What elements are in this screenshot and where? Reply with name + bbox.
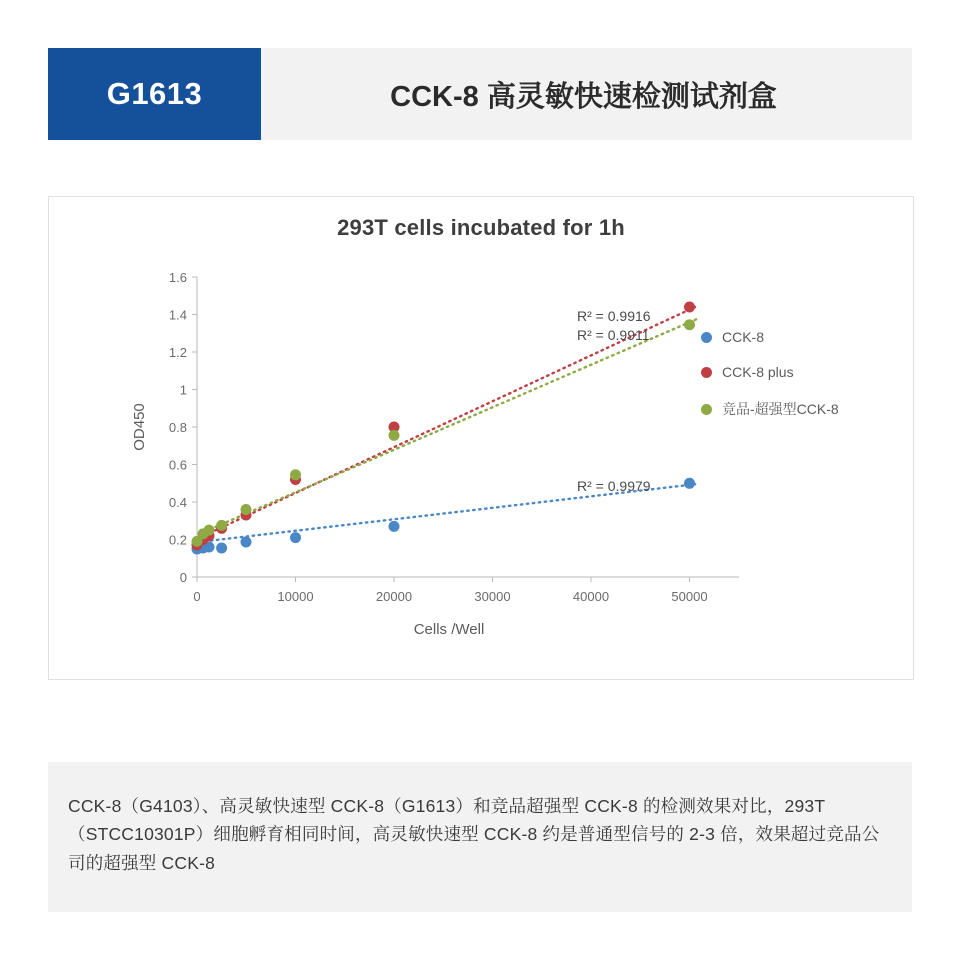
- svg-text:0.4: 0.4: [168, 495, 187, 510]
- page-title: CCK-8 高灵敏快速检测试剂盒: [390, 80, 777, 113]
- svg-text:0.8: 0.8: [168, 420, 187, 435]
- svg-text:20000: 20000: [375, 589, 413, 604]
- r2-annotation-cck8: R² = 0.9979: [577, 478, 651, 494]
- chart-title: 293T cells incubated for 1h: [337, 215, 625, 240]
- svg-text:50000: 50000: [671, 589, 708, 604]
- svg-text:0.2: 0.2: [168, 532, 187, 548]
- legend-label: CCK-8: [722, 329, 765, 345]
- chart-card: [48, 196, 914, 680]
- svg-text:40000: 40000: [572, 589, 610, 604]
- x-axis-ticks: [193, 577, 707, 604]
- legend-item-competitor: [701, 399, 911, 419]
- y-axis-ticks: [169, 270, 197, 585]
- legend-label: CCK-8 plus: [722, 364, 794, 380]
- svg-text:1.2: 1.2: [168, 345, 187, 360]
- svg-text:10000: 10000: [277, 589, 314, 604]
- legend-dot-icon: [701, 404, 712, 415]
- svg-text:0: 0: [179, 570, 187, 585]
- legend-label: 竞品-超强型CCK-8: [722, 401, 839, 417]
- svg-text:1: 1: [179, 382, 187, 398]
- svg-text:1.4: 1.4: [168, 307, 187, 323]
- r2-annotation-plus: R² = 0.9916: [577, 308, 651, 324]
- x-axis-label: Cells /Well: [413, 621, 485, 638]
- description-panel: [48, 762, 912, 912]
- legend-dot-icon: [701, 367, 712, 378]
- product-header: [48, 48, 912, 140]
- svg-text:0.6: 0.6: [168, 457, 187, 473]
- y-axis-label: OD450: [131, 403, 148, 451]
- chart-legend: [701, 329, 911, 438]
- description-text: CCK-8（G4103）、高灵敏快速型 CCK-8（G1613）和竞品超强型 CCK-8 的检测效果对比，293T（STCC10301P）细胞孵育相同时间，高灵敏快速型 CCK-8 约是普通型信号的 2-3 倍，效果超过竞品公司的超强型 CCK-8: [68, 796, 880, 873]
- svg-text:30000: 30000: [474, 589, 511, 604]
- legend-item-cck8-plus: [701, 364, 911, 380]
- svg-text:0: 0: [193, 589, 201, 604]
- product-code: G1613: [48, 48, 261, 140]
- r2-annotation-competitor: R² = 0.9911: [577, 327, 650, 343]
- scatter-chart-svg: [49, 197, 913, 679]
- svg-text:1.6: 1.6: [168, 270, 187, 285]
- legend-item-cck8: [701, 329, 911, 345]
- chart-plot-area: [49, 197, 913, 679]
- legend-dot-icon: [701, 332, 712, 343]
- r2-annotations: [577, 308, 651, 494]
